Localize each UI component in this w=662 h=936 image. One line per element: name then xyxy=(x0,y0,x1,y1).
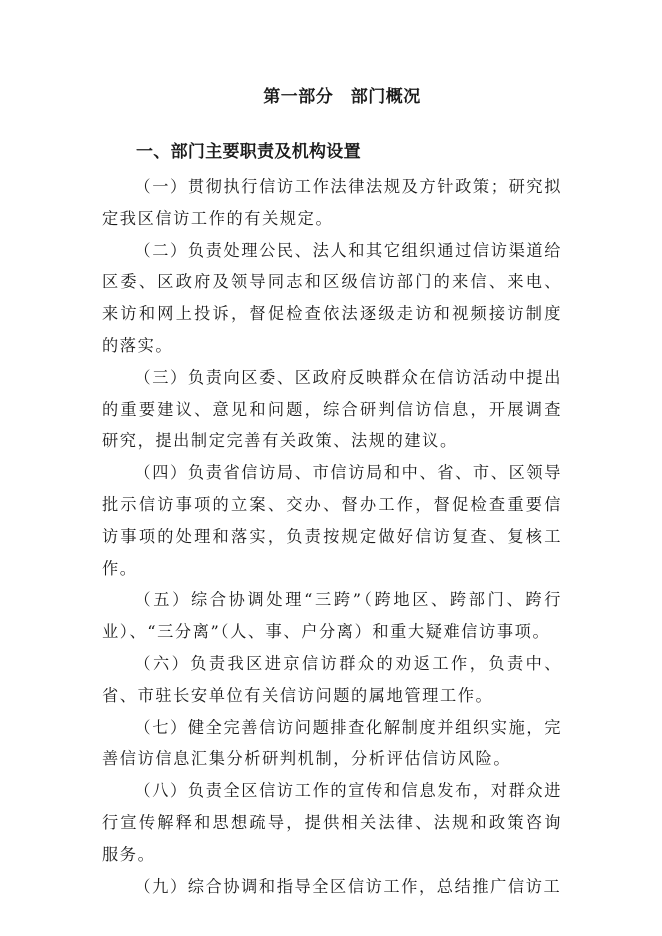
paragraph-5: （五）综合协调处理“三跨”（跨地区、跨部门、跨行业）、“三分离”（人、事、户分离）和重大疑难信访事项。 xyxy=(102,590,562,642)
document-page xyxy=(102,82,562,902)
paragraph-3: （三）负责向区委、区政府反映群众在信访活动中提出的重要建议、意见和问题，综合研判信访信息，开展调查研究，提出制定完善有关政策、法规的建议。 xyxy=(102,367,562,451)
paragraph-8: （八）负责全区信访工作的宣传和信息发布，对群众进行宣传解释和思想疏导，提供相关法律、法规和政策咨询服务。 xyxy=(102,781,562,864)
section-heading: 一、部门主要职责及机构设置 xyxy=(136,142,361,162)
paragraph-list xyxy=(102,171,562,902)
page-title: 第一部分 部门概况 xyxy=(263,87,421,107)
paragraph-7: （七）健全完善信访问题排查化解制度并组织实施，完善信访信息汇集分析研判机制，分析评估信访风险。 xyxy=(102,717,562,769)
paragraph-2: （二）负责处理公民、法人和其它组织通过信访渠道给区委、区政府及领导同志和区级信访部门的来信、来电、来访和网上投诉，督促检查依法逐级走访和视频接访制度的落实。 xyxy=(102,240,562,355)
paragraph-9: （九）综合协调和指导全区信访工作，总结推广信访工 xyxy=(134,876,562,896)
paragraph-6: （六）负责我区进京信访群众的劝返工作，负责中、省、市驻长安单位有关信访问题的属地管理工作。 xyxy=(102,653,562,705)
paragraph-1: （一）贯彻执行信访工作法律法规及方针政策；研究拟定我区信访工作的有关规定。 xyxy=(102,177,562,228)
paragraph-4: （四）负责省信访局、市信访局和中、省、市、区领导批示信访事项的立案、交办、督办工作，督促检查重要信访事项的处理和落实，负责按规定做好信访复查、复核工作。 xyxy=(102,463,562,578)
